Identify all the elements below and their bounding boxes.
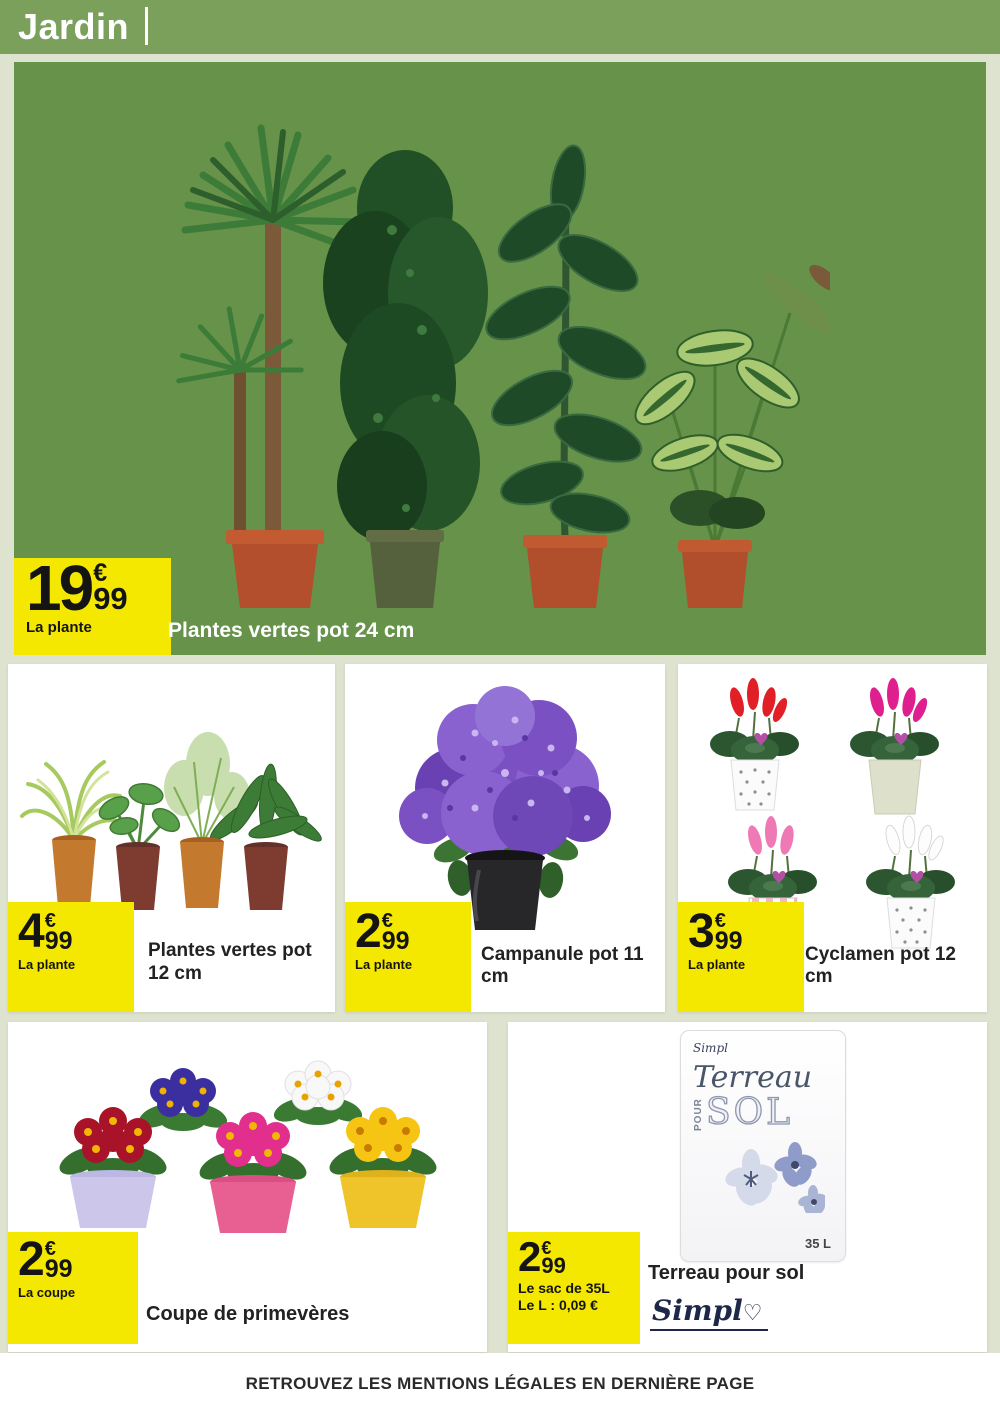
bag-title: Terreau — [693, 1060, 813, 1095]
price-integer: 3 — [688, 905, 713, 958]
euro-symbol: € — [44, 910, 56, 932]
product-caption: Terreau pour sol — [648, 1262, 805, 1284]
bag-pour-label: POUR — [693, 1098, 704, 1131]
price-badge — [14, 552, 171, 655]
product-card-plantes-vertes-24[interactable] — [14, 62, 986, 655]
price-cents: 99 — [541, 1253, 566, 1279]
product-card-primeveres[interactable] — [8, 1022, 487, 1352]
price-integer: 2 — [18, 1233, 43, 1286]
price-badge — [508, 1232, 640, 1344]
price-unit: La plante — [26, 619, 92, 637]
price-unit: La coupe — [18, 1284, 76, 1300]
page-header — [0, 0, 1000, 54]
price-unit: La plante — [688, 956, 746, 972]
price — [26, 552, 171, 624]
terreau-bag-photo — [680, 1030, 846, 1262]
campanule-photo — [355, 678, 655, 938]
price-badge — [345, 902, 471, 1012]
product-caption: Plantes vertes pot 24 cm — [168, 619, 415, 642]
simpl-brand-logo — [650, 1294, 768, 1331]
price-cents: 99 — [44, 1255, 73, 1283]
product-card-plantes-vertes-12[interactable] — [8, 664, 335, 1012]
bag-volume: 35 L — [804, 1236, 831, 1251]
product-caption: Coupe de primevères — [146, 1303, 350, 1325]
plantes-vertes-24-photo — [170, 68, 830, 608]
price-cents: 99 — [44, 927, 73, 955]
brand-name: Simpl — [652, 1294, 743, 1327]
product-caption: Campanule pot 11 cm — [481, 944, 644, 987]
yucca-plant — [179, 128, 361, 608]
price-integer: 2 — [355, 905, 380, 958]
price-badge — [8, 1232, 138, 1344]
price-cents: 99 — [714, 927, 743, 955]
euro-symbol: € — [541, 1238, 552, 1258]
price-integer: 19 — [26, 552, 92, 624]
euro-symbol: € — [93, 559, 108, 587]
product-caption: Plantes vertes pot 12 cm — [148, 939, 312, 985]
calathea-plant — [627, 260, 830, 608]
page-title: Jardin — [18, 6, 130, 47]
price-integer: 2 — [518, 1233, 540, 1280]
product-card-campanule[interactable] — [345, 664, 665, 1012]
product-card-terreau[interactable] — [508, 1022, 987, 1352]
page-footer — [0, 1353, 1000, 1414]
price-unit-line1: Le sac de 35L — [518, 1279, 610, 1296]
bag-sol-label: SOL — [706, 1092, 794, 1133]
price-badge — [678, 902, 804, 1012]
header-divider — [145, 7, 148, 45]
euro-symbol: € — [44, 1238, 56, 1260]
price-cents: 99 — [381, 927, 410, 955]
product-card-cyclamen[interactable] — [678, 664, 987, 1012]
heart-icon: ♡ — [742, 1300, 763, 1326]
euro-symbol: € — [714, 910, 726, 932]
rubber-plant — [479, 143, 653, 608]
legal-notice: RETROUVEZ LES MENTIONS LÉGALES EN DERNIÈRE PAGE — [245, 1373, 755, 1393]
bag-flowers-icon — [721, 1141, 825, 1213]
price-cents: 99 — [93, 580, 128, 616]
price-unit: La plante — [18, 956, 76, 972]
bag-brand-logo: Simpl — [693, 1041, 728, 1055]
plantes-vertes-12-photo — [16, 692, 326, 922]
price-badge — [8, 902, 134, 1012]
price-unit: La plante — [355, 956, 413, 972]
product-caption: Cyclamen pot 12 cm — [805, 944, 956, 987]
price-unit-line2: Le L : 0,09 € — [518, 1297, 598, 1314]
euro-symbol: € — [381, 910, 393, 932]
price-integer: 4 — [18, 905, 43, 958]
